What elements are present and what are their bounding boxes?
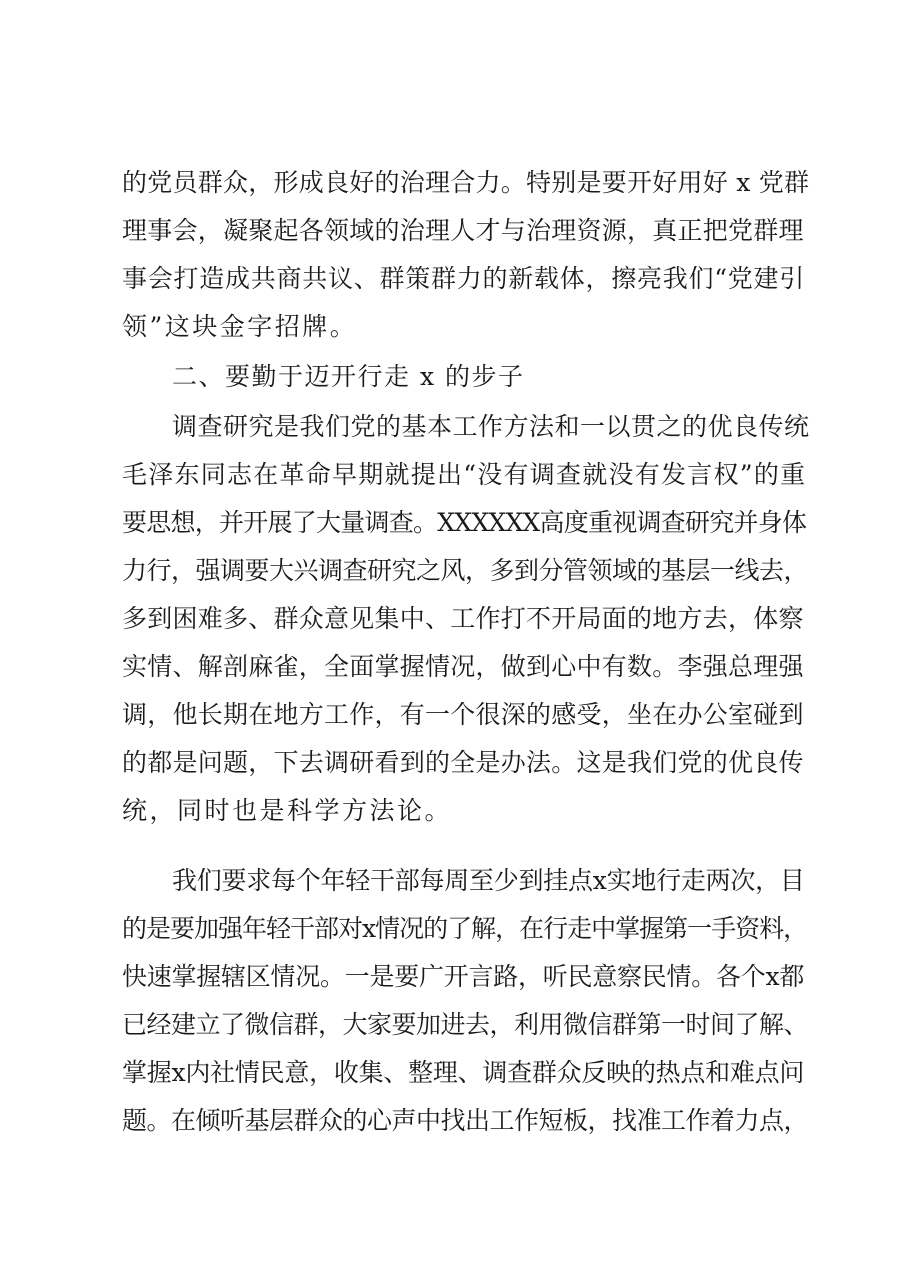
text-line: 多到困难多、群众意见集中、工作打不开局面的地方去，体察: [122, 604, 804, 633]
text-line: 的是要加强年轻干部对x情况的了解，在行走中掌握第一手资料，: [122, 914, 808, 943]
text-line: 的党员群众，形成良好的治理合力。特别是要开好用好 x 党群: [122, 168, 810, 197]
text-line: 题。在倾听基层群众的心声中找出工作短板，找准工作着力点，: [122, 1106, 809, 1135]
text-line: 理事会，凝聚起各领域的治理人才与治理资源，真正把党群理: [122, 216, 804, 245]
text-line: 我们要求每个年轻干部每周至少到挂点x实地行走两次，目: [172, 866, 805, 895]
text-line: 的都是问题，下去调研看到的全是办法。这是我们党的优良传: [122, 748, 804, 777]
text-line: 领”这块金字招牌。: [122, 312, 358, 341]
text-line: 事会打造成共商共议、群策群力的新载体，擦亮我们“党建引: [122, 264, 806, 293]
text-line: 力行，强调要大兴调查研究之风，多到分管领域的基层一线去，: [122, 556, 809, 585]
text-line: 要思想，并开展了大量调查。XXXXXX高度重视调查研究并身体: [122, 508, 807, 537]
text-line: 快速掌握辖区情况。一是要广开言路，听民意察民情。各个x都: [122, 962, 805, 991]
text-line: 掌握x内社情民意，收集、整理、调查群众反映的热点和难点问: [122, 1058, 805, 1087]
section-heading: 二、要勤于迈开行走 x 的步子: [172, 362, 525, 391]
text-line: 统，同时也是科学方法论。: [122, 796, 453, 825]
text-line: 调查研究是我们党的基本工作方法和一以贯之的优良传统: [172, 412, 810, 441]
text-line: 实情、解剖麻雀，全面掌握情况，做到心中有数。李强总理强: [122, 652, 804, 681]
text-line: 调，他长期在地方工作，有一个很深的感受，坐在办公室碰到: [122, 700, 804, 729]
text-line: 毛泽东同志在革命早期就提出“没有调查就没有发言权”的重: [122, 460, 807, 489]
text-line: 已经建立了微信群，大家要加进去，利用微信群第一时间了解、: [122, 1010, 809, 1039]
